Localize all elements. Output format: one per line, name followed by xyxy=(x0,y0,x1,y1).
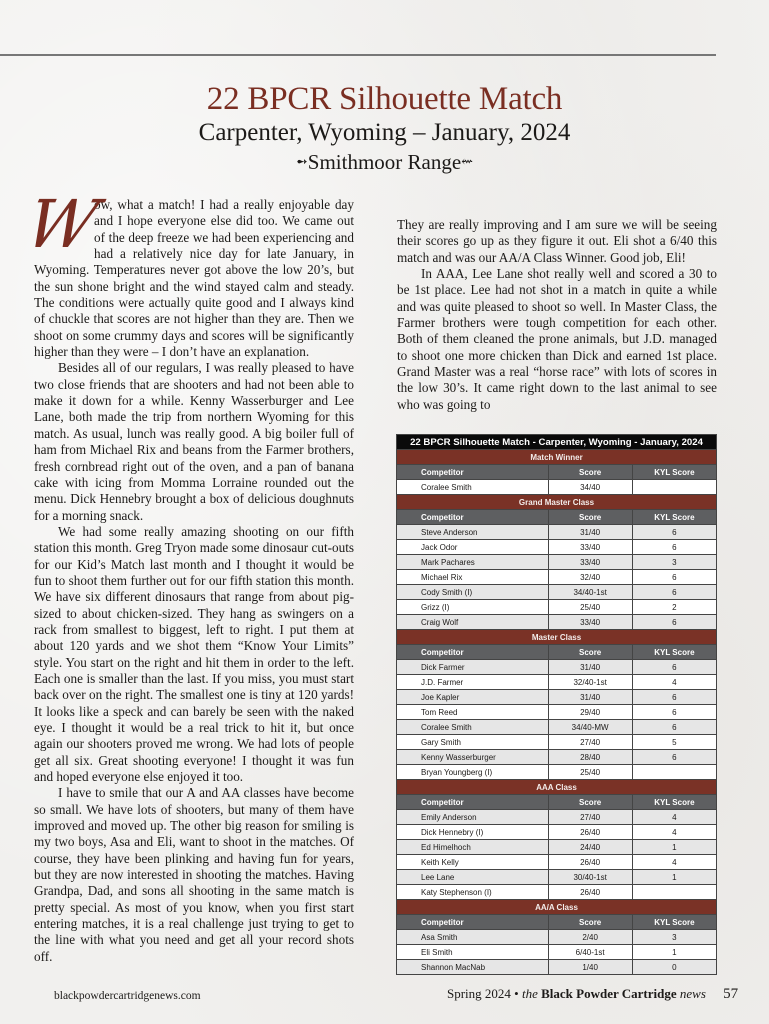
competitor-cell: Tom Reed xyxy=(397,705,549,720)
score-cell: 26/40 xyxy=(548,855,632,870)
column-header-row xyxy=(397,645,717,660)
article-subtitle: Carpenter, Wyoming – January, 2024 xyxy=(198,119,571,146)
column-header-row xyxy=(397,915,717,930)
table-title-row xyxy=(397,435,717,450)
kyl-score-cell: 3 xyxy=(632,555,716,570)
ornament-left-icon: ➻ xyxy=(296,155,308,170)
range-name-line xyxy=(0,148,769,177)
competitor-cell: Dick Hennebry (I) xyxy=(397,825,549,840)
class-name: Match Winner xyxy=(397,450,717,465)
competitor-cell: Jack Odor xyxy=(397,540,549,555)
footer-website: blackpowdercartridgenews.com xyxy=(54,990,201,1002)
table-row xyxy=(397,840,717,855)
footer-publication: Black Powder Cartridge xyxy=(541,986,677,1001)
kyl-score-cell: 1 xyxy=(632,840,716,855)
table-row xyxy=(397,570,717,585)
table-row xyxy=(397,885,717,900)
footer-issue-line xyxy=(447,986,738,1003)
score-cell: 32/40-1st xyxy=(548,675,632,690)
kyl-score-cell: 4 xyxy=(632,855,716,870)
class-header-row xyxy=(397,495,717,510)
competitor-cell: Mark Pachares xyxy=(397,555,549,570)
kyl-score-cell: 6 xyxy=(632,540,716,555)
kyl-score-cell: 4 xyxy=(632,825,716,840)
page-number: 57 xyxy=(723,986,739,1002)
competitor-cell: Eli Smith xyxy=(397,945,549,960)
table-row xyxy=(397,945,717,960)
table-row xyxy=(397,480,717,495)
footer-bullet: • xyxy=(514,986,519,1001)
ornament-right-icon: ⇜ xyxy=(461,155,473,170)
score-cell: 24/40 xyxy=(548,840,632,855)
kyl-score-cell xyxy=(632,885,716,900)
class-header-row xyxy=(397,450,717,465)
footer-issue: Spring 2024 xyxy=(447,986,511,1001)
score-cell: 33/40 xyxy=(548,540,632,555)
score-cell: 31/40 xyxy=(548,690,632,705)
table-row xyxy=(397,660,717,675)
kyl-score-cell: 4 xyxy=(632,675,716,690)
score-cell: 28/40 xyxy=(548,750,632,765)
kyl-score-cell: 1 xyxy=(632,870,716,885)
paragraph: They are really improving and I am sure we will be seeing their scores go up as they figure it out. Eli shot a 6/40 this match and was our AA/A Class Winner. Good job, Eli! xyxy=(397,217,717,265)
drop-cap: W xyxy=(18,186,106,263)
table-row xyxy=(397,825,717,840)
table-row xyxy=(397,615,717,630)
class-name: AA/A Class xyxy=(397,900,717,915)
table-row xyxy=(397,810,717,825)
score-cell: 26/40 xyxy=(548,885,632,900)
column-header: KYL Score xyxy=(632,510,716,525)
kyl-score-cell: 1 xyxy=(632,945,716,960)
column-header: KYL Score xyxy=(632,795,716,810)
score-cell: 2/40 xyxy=(548,930,632,945)
kyl-score-cell: 2 xyxy=(632,600,716,615)
kyl-score-cell: 5 xyxy=(632,735,716,750)
table-title: 22 BPCR Silhouette Match - Carpenter, Wyoming - January, 2024 xyxy=(397,435,717,450)
paragraph: In AAA, Lee Lane shot really well and scored a 30 to be 1st place. Lee had not shot in a match in quite a while and was quite pleased to shoot so well. In Master Class, the Farmer brothers were tough competition for each other. Both of them cleaned the prone animals, but J.D. managed to shoot one more chicken than Dick and earned 1st place. Grand Master was a real “horse race” with lots of scores in the low 30’s. It came right down to the last animal to see who was going to xyxy=(397,266,717,412)
kyl-score-cell: 6 xyxy=(632,570,716,585)
kyl-score-cell: 4 xyxy=(632,810,716,825)
table-row xyxy=(397,600,717,615)
score-cell: 6/40-1st xyxy=(548,945,632,960)
table-row xyxy=(397,870,717,885)
score-cell: 25/40 xyxy=(548,600,632,615)
article-title: 22 BPCR Silhouette Match xyxy=(206,81,563,117)
score-cell: 33/40 xyxy=(548,555,632,570)
competitor-cell: Cody Smith (I) xyxy=(397,585,549,600)
class-name: AAA Class xyxy=(397,780,717,795)
competitor-cell: Asa Smith xyxy=(397,930,549,945)
column-header: Competitor xyxy=(397,795,549,810)
score-cell: 30/40-1st xyxy=(548,870,632,885)
score-cell: 27/40 xyxy=(548,810,632,825)
column-header: Competitor xyxy=(397,465,549,480)
article-column-left xyxy=(18,186,354,965)
column-header: KYL Score xyxy=(632,645,716,660)
table-row xyxy=(397,705,717,720)
class-header-row xyxy=(397,900,717,915)
table-row xyxy=(397,675,717,690)
score-cell: 31/40 xyxy=(548,525,632,540)
competitor-cell: Lee Lane xyxy=(397,870,549,885)
kyl-score-cell: 3 xyxy=(632,930,716,945)
score-cell: 32/40 xyxy=(548,570,632,585)
table-row xyxy=(397,735,717,750)
competitor-cell: Dick Farmer xyxy=(397,660,549,675)
competitor-cell: Emily Anderson xyxy=(397,810,549,825)
column-header: Competitor xyxy=(397,510,549,525)
top-rule xyxy=(0,54,716,56)
column-header: Competitor xyxy=(397,915,549,930)
competitor-cell: Michael Rix xyxy=(397,570,549,585)
column-header: Score xyxy=(548,645,632,660)
column-header-row xyxy=(397,510,717,525)
column-header: Competitor xyxy=(397,645,549,660)
results-table xyxy=(396,434,717,975)
competitor-cell: Craig Wolf xyxy=(397,615,549,630)
kyl-score-cell: 0 xyxy=(632,960,716,975)
class-header-row xyxy=(397,630,717,645)
kyl-score-cell: 6 xyxy=(632,660,716,675)
competitor-cell: Ed Himelhoch xyxy=(397,840,549,855)
footer-news: news xyxy=(679,986,706,1001)
competitor-cell: J.D. Farmer xyxy=(397,675,549,690)
table-row xyxy=(397,525,717,540)
column-header-row xyxy=(397,465,717,480)
table-row xyxy=(397,540,717,555)
column-header: Score xyxy=(548,795,632,810)
competitor-cell: Bryan Youngberg (I) xyxy=(397,765,549,780)
column-header: Score xyxy=(548,510,632,525)
table-row xyxy=(397,720,717,735)
table-row xyxy=(397,960,717,975)
competitor-cell: Katy Stephenson (I) xyxy=(397,885,549,900)
score-cell: 34/40-MW xyxy=(548,720,632,735)
score-cell: 29/40 xyxy=(548,705,632,720)
paragraph: Besides all of our regulars, I was really pleased to have two close friends that are shooters and had not been able to make it down for a while. Kenny Wasserburger and Lee Lane, both made the trip from northern Wyoming for this match. As usual, lunch was really good. A big boiler full of ham from Michael Rix and beans from the Farmer brothers, fresh cornbread right out of the oven, and a pan of banana cake with icing from Momma Lorraine rounded out the menu. Dick Hennebry brought a box of delicious doughnuts for a morning snack. xyxy=(34,360,354,523)
competitor-cell: Coralee Smith xyxy=(397,720,549,735)
competitor-cell: Shannon MacNab xyxy=(397,960,549,975)
table-row xyxy=(397,750,717,765)
class-name: Grand Master Class xyxy=(397,495,717,510)
paragraph: We had some really amazing shooting on our fifth station this month. Greg Tryon made some dinosaur cut-outs for our Kid’s Match last month and I thought it would be fun to shoot them further out for our fifth station this month. We have six different dinosaurs that range from about pig-sized to about chicken-sized. They hang as swingers on a rack from smallest to biggest, left to right. I put them at about 120 yards and we shot them “Know Your Limits” style. You start on the right and hit them in order to the left. Each one is smaller than the last. If you miss, you must start back over on the right. The smallest one is tiny at 120 yards! It looks like a speck and can barely be seen with the naked eye. I thought it would be a real trick to hit it, but once again our shooters proved me wrong. We had lots of people get all six. Great shooting everyone! I thought it was fun and hoped everyone else enjoyed it too. xyxy=(34,523,354,785)
column-header: KYL Score xyxy=(632,915,716,930)
competitor-cell: Joe Kapler xyxy=(397,690,549,705)
competitor-cell: Coralee Smith xyxy=(397,480,549,495)
score-cell: 33/40 xyxy=(548,615,632,630)
table-row xyxy=(397,930,717,945)
kyl-score-cell xyxy=(632,765,716,780)
kyl-score-cell: 6 xyxy=(632,705,716,720)
competitor-cell: Gary Smith xyxy=(397,735,549,750)
competitor-cell: Grizz (I) xyxy=(397,600,549,615)
class-name: Master Class xyxy=(397,630,717,645)
table-row xyxy=(397,585,717,600)
score-cell: 27/40 xyxy=(548,735,632,750)
paragraph: I have to smile that our A and AA classes have become so small. We have lots of shooters, but many of them have improved and moved up. The other big reason for smiling is my two boys, Asa and Eli, want to shoot in the matches. Of course, they have been plinking and having fun for years, but they are now interested in shooting the matches. Having Grandpa, Dad, and sons all shooting in the same match is pretty special. As most of you know, when you first start entering matches, it is a real challenge just trying to get to the line with what you need and get all your record shots off. xyxy=(34,785,354,964)
footer-the: the xyxy=(521,986,538,1001)
paragraph: W ow, what a match! I had a really enjoyable day and I hope everyone else did too. We came out of the deep freeze we had been experiencing and had a relatively nice day for late January, in Wyoming. Temperatures never got above the low 20’s, but the sun shone bright and the wind stayed calm and steady. The conditions were actually quite good and I always kind of chuckle that scores are not higher than they are. Then we shoot on some crummy days and scores will be significantly higher than they were – I don’t have an explanation. xyxy=(18,186,354,360)
column-header: Score xyxy=(548,465,632,480)
kyl-score-cell: 6 xyxy=(632,615,716,630)
article-header xyxy=(0,80,769,177)
table-row xyxy=(397,855,717,870)
kyl-score-cell: 6 xyxy=(632,750,716,765)
kyl-score-cell: 6 xyxy=(632,585,716,600)
column-header: Score xyxy=(548,915,632,930)
score-cell: 1/40 xyxy=(548,960,632,975)
table-row xyxy=(397,690,717,705)
score-cell: 34/40-1st xyxy=(548,585,632,600)
competitor-cell: Keith Kelly xyxy=(397,855,549,870)
table-row xyxy=(397,765,717,780)
score-cell: 34/40 xyxy=(548,480,632,495)
kyl-score-cell: 6 xyxy=(632,720,716,735)
competitor-cell: Steve Anderson xyxy=(397,525,549,540)
column-header-row xyxy=(397,795,717,810)
score-cell: 31/40 xyxy=(548,660,632,675)
table-row xyxy=(397,555,717,570)
score-cell: 26/40 xyxy=(548,825,632,840)
kyl-score-cell xyxy=(632,480,716,495)
article-column-right xyxy=(397,217,717,413)
class-header-row xyxy=(397,780,717,795)
competitor-cell: Kenny Wasserburger xyxy=(397,750,549,765)
score-cell: 25/40 xyxy=(548,765,632,780)
kyl-score-cell: 6 xyxy=(632,690,716,705)
kyl-score-cell: 6 xyxy=(632,525,716,540)
range-name: Smithmoor Range xyxy=(307,150,462,174)
column-header: KYL Score xyxy=(632,465,716,480)
